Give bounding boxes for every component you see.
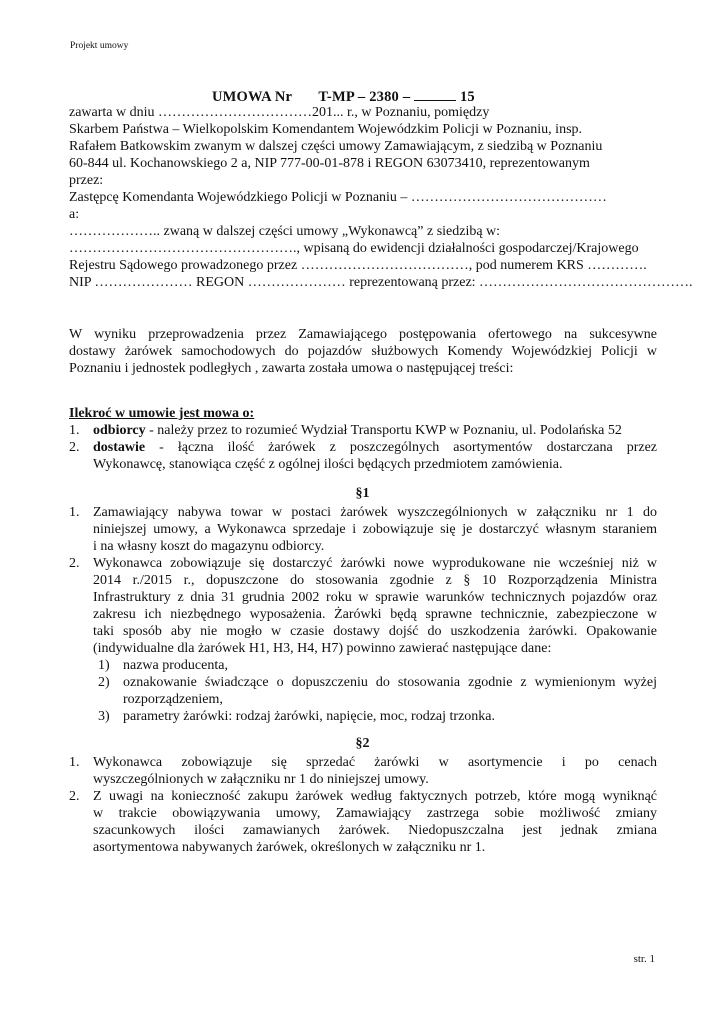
section-2-item [69, 788, 657, 856]
definition-item [69, 439, 657, 473]
title-prefix: UMOWA Nr [212, 89, 292, 105]
title-number-blank [414, 88, 456, 101]
definition-term: dostawie [93, 440, 146, 455]
item-line: i na własny koszt do magazynu odbiorcy. [93, 539, 325, 554]
subitem-number: 2) [98, 675, 110, 690]
item-line: Wykonawca zobowiązuje się dostarczyć żarówki nowe wyprodukowane nie wcześniej niż w [93, 556, 657, 571]
item-line: w trakcie obowiązywania umowy, Zamawiający zastrzega sobie możliwość zmiany [93, 806, 657, 821]
item-line: szacunkowych ilości zamawianych żarówek. Niedopuszczalna jest jednak zmiana [93, 823, 657, 838]
header-note: Projekt umowy [70, 41, 129, 51]
party-line: Rafałem Batkowskim zwanym w dalszej części umowy Zamawiającym, z siedzibą w Poznaniu [69, 139, 603, 154]
page-number: str. 1 [633, 953, 655, 965]
title-code: T-MP – 2380 – [318, 89, 411, 105]
item-line: Zamawiający nabywa towar w postaci żarówek wyszczególnionych w załączniku nr 1 do [93, 505, 657, 520]
subitem-number: 3) [98, 709, 110, 724]
party-line: Rejestru Sądowego prowadzonego przez ………………………………, pod numerem KRS …………. [69, 258, 647, 273]
party-line: Zastępcę Komendanta Wojewódzkiego Policji w Poznaniu – …………………………………… [69, 190, 607, 205]
definitions-list [69, 422, 657, 473]
party-line: NIP ………………… REGON ………………… reprezentowaną przez: ………………………………………. [69, 275, 693, 290]
definition-text: - łączna ilość żarówek z poszczególnych asortymentów dostarczana przez [159, 440, 658, 455]
item-line: Wykonawca zobowiązuje się sprzedać żarówki w asortymencie i po cenach [93, 755, 657, 770]
item-number: 2. [69, 556, 80, 571]
item-number: 1. [69, 755, 80, 770]
section-2-list [69, 754, 657, 856]
item-number: 2. [69, 789, 80, 804]
subitem-line: oznakowanie świadczące o dopuszczeniu do stosowania zgodnie z wymienionym wyżej [123, 675, 657, 690]
section-1-item [69, 504, 657, 555]
definition-text: - należy przez to rozumieć Wydział Transportu KWP w Poznaniu, ul. Podolańska 52 [149, 423, 622, 438]
subitem-line: rozporządzeniem, [123, 692, 223, 707]
definition-term: odbiorcy [93, 423, 146, 438]
intro-line: W wyniku przeprowadzenia przez Zamawiającego postępowania ofertowego na sukcesywne [69, 327, 657, 342]
title-year: 15 [459, 89, 475, 105]
item-line: niniejszej umowy, a Wykonawca sprzedaje i zobowiązuje się je dostarczyć własnym staraniem [93, 522, 657, 537]
section-1-subitem [69, 674, 657, 708]
item-line: asortymentowa nabywanych żarówek, określonych w załączniku nr 1. [93, 840, 486, 855]
item-number: 1. [69, 505, 80, 520]
definition-text: Wykonawcę, stanowiąca część z ogólnej ilości będących przedmiotem zamówienia. [93, 457, 563, 472]
item-line: 2014 r./2015 r., dopuszczone do stosowania zgodnie z § 10 Rozporządzenia Ministra [93, 573, 657, 588]
intro-paragraph [69, 326, 657, 377]
party-line: 60-844 ul. Kochanowskiego 2 a, NIP 777-00-01-878 i REGON 63073410, reprezentowanym [69, 156, 590, 171]
subitem-line: parametry żarówki: rodzaj żarówki, napięcie, moc, rodzaj trzonka. [123, 709, 495, 724]
item-line: (indywidualne dla żarówek H1, H3, H4, H7) powinno zawierać następujące dane: [93, 641, 552, 656]
party-line: przez: [69, 173, 104, 188]
item-line: zakresu ich niezbędnego wyposażenia. Żarówki będą sprawne technicznie, zabezpieczone w [93, 607, 657, 622]
party-line: ……………….. zwaną w dalszej części umowy „Wykonawcą” z siedzibą w: [69, 224, 501, 239]
item-number: 1. [69, 423, 80, 438]
item-line: Z uwagi na konieczność zakupu żarówek według faktycznych potrzeb, które mogą wyniknąć [93, 789, 657, 804]
party-line: zawarta w dniu ……………………………201... r., w Poznaniu, pomiędzy [69, 105, 490, 120]
section-1-subitem [69, 708, 657, 725]
item-line: wyszczególnionych w załączniku nr 1 do niniejszej umowy. [93, 772, 429, 787]
subitem-number: 1) [98, 658, 110, 673]
intro-line: dostawy żarówek samochodowych do pojazdów służbowych Komendy Wojewódzkiej Policji w [69, 344, 657, 359]
definition-item [69, 422, 657, 439]
item-line: taki sposób aby nie mogło w czasie dostawy dojść do uszkodzenia żarówki. Opakowanie [93, 624, 657, 639]
section-1-heading: §1 [355, 486, 370, 501]
item-number: 2. [69, 440, 80, 455]
section-1-subitem [69, 657, 657, 674]
section-2-item [69, 754, 657, 788]
section-1-list [69, 504, 657, 725]
section-1-item [69, 555, 657, 657]
party-line: Skarbem Państwa – Wielkopolskim Komendantem Wojewódzkim Policji w Poznaniu, insp. [69, 122, 583, 137]
section-2-heading: §2 [355, 736, 370, 751]
subitem-line: nazwa producenta, [123, 658, 228, 673]
definitions-heading: Ilekroć w umowie jest mowa o: [69, 406, 255, 421]
item-line: Infrastruktury z dnia 31 grudnia 2002 roku w sprawie warunków technicznych pojazdów oraz [93, 590, 657, 605]
party-line: a: [69, 207, 80, 222]
intro-line: Poznaniu i jednostek podległych , zawarta została umowa o następującej treści: [69, 361, 514, 376]
party-line: …………………………………………., wpisaną do ewidencji działalności gospodarczej/Krajowego [69, 241, 639, 256]
parties-block [69, 104, 693, 291]
